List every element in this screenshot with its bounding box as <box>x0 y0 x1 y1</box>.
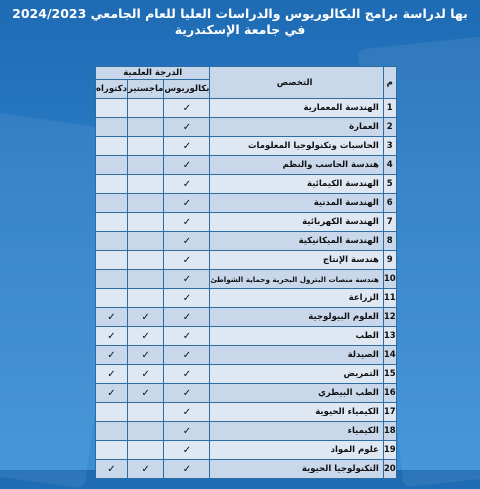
master-cell <box>127 99 163 118</box>
doctorate-cell <box>96 422 128 441</box>
specialization-name: علوم المواد <box>210 441 383 460</box>
check-icon: ✓ <box>141 387 150 399</box>
check-icon: ✓ <box>182 292 192 304</box>
master-cell <box>127 441 163 460</box>
row-number: 18 <box>383 422 396 441</box>
master-cell <box>127 384 163 403</box>
doctorate-cell <box>96 289 128 308</box>
check-icon: ✓ <box>182 406 192 418</box>
row-number: 14 <box>383 346 396 365</box>
master-cell <box>127 270 163 289</box>
check-icon: ✓ <box>141 330 150 342</box>
bachelor-cell <box>164 156 210 175</box>
bachelor-cell <box>164 422 210 441</box>
check-icon: ✓ <box>182 216 192 228</box>
bachelor-cell <box>164 460 210 479</box>
bachelor-cell <box>164 232 210 251</box>
row-number: 13 <box>383 327 396 346</box>
header-degree: الدرجة العلمية <box>96 67 210 80</box>
specialization-name: الهندسة الميكانيكية <box>210 232 383 251</box>
table-row <box>96 194 397 213</box>
master-cell <box>127 460 163 479</box>
doctorate-cell <box>96 403 128 422</box>
row-number: 9 <box>383 251 396 270</box>
table-row <box>96 460 397 479</box>
check-icon: ✓ <box>141 311 150 323</box>
specialization-name: الطب البيطري <box>210 384 383 403</box>
doctorate-cell <box>96 346 128 365</box>
header-number: م <box>383 67 396 99</box>
master-cell <box>127 213 163 232</box>
table-row <box>96 308 397 327</box>
specialization-name: الصيدلة <box>210 346 383 365</box>
check-icon: ✓ <box>182 349 192 361</box>
row-number: 8 <box>383 232 396 251</box>
specialization-name: الحاسبات وتكنولوجيا المعلومات <box>210 137 383 156</box>
master-cell <box>127 232 163 251</box>
title-line-2: في جامعة الإسكندرية <box>174 22 306 37</box>
check-icon: ✓ <box>182 102 192 114</box>
specialization-name: الهندسة المدنية <box>210 194 383 213</box>
doctorate-cell <box>96 308 128 327</box>
specialization-name: العمارة <box>210 118 383 137</box>
bachelor-cell <box>164 213 210 232</box>
title-line-1: بها لدراسة برامج البكالوريوس والدراسات العليا للعام الجامعي 2024/2023 <box>12 6 468 21</box>
master-cell <box>127 118 163 137</box>
doctorate-cell <box>96 137 128 156</box>
check-icon: ✓ <box>182 254 192 266</box>
check-icon: ✓ <box>182 463 192 475</box>
bachelor-cell <box>164 365 210 384</box>
specialization-name: التكنولوجيا الحيوية <box>210 460 383 479</box>
specialization-name: هندسة منصات البترول البحرية وحماية الشواطئ <box>210 270 383 289</box>
master-cell <box>127 175 163 194</box>
row-number: 10 <box>383 270 396 289</box>
row-number: 15 <box>383 365 396 384</box>
doctorate-cell <box>96 251 128 270</box>
check-icon: ✓ <box>182 235 192 247</box>
doctorate-cell <box>96 441 128 460</box>
check-icon: ✓ <box>182 159 192 171</box>
doctorate-cell <box>96 99 128 118</box>
check-icon: ✓ <box>182 330 192 342</box>
check-icon: ✓ <box>182 140 192 152</box>
doctorate-cell <box>96 175 128 194</box>
bachelor-cell <box>164 289 210 308</box>
table-row <box>96 365 397 384</box>
check-icon: ✓ <box>107 349 116 361</box>
header-specialization: التخصص <box>210 67 383 99</box>
table-row <box>96 384 397 403</box>
check-icon: ✓ <box>107 311 116 323</box>
specialization-name: التمريض <box>210 365 383 384</box>
doctorate-cell <box>96 194 128 213</box>
master-cell <box>127 365 163 384</box>
specialization-name: الكيمياء الحيوية <box>210 403 383 422</box>
check-icon: ✓ <box>141 463 150 475</box>
table-row <box>96 403 397 422</box>
page-title <box>0 6 480 38</box>
check-icon: ✓ <box>182 121 192 133</box>
bachelor-cell <box>164 403 210 422</box>
check-icon: ✓ <box>182 387 192 399</box>
doctorate-cell <box>96 213 128 232</box>
table-row <box>96 422 397 441</box>
header-doctorate: دكتوراه <box>96 80 128 99</box>
doctorate-cell <box>96 270 128 289</box>
specialization-name: هندسة الإنتاج <box>210 251 383 270</box>
table-row <box>96 118 397 137</box>
check-icon: ✓ <box>182 425 192 437</box>
master-cell <box>127 422 163 441</box>
bachelor-cell <box>164 175 210 194</box>
table-row <box>96 213 397 232</box>
check-icon: ✓ <box>182 311 192 323</box>
bachelor-cell <box>164 327 210 346</box>
bachelor-cell <box>164 308 210 327</box>
master-cell <box>127 137 163 156</box>
bachelor-cell <box>164 118 210 137</box>
row-number: 20 <box>383 460 396 479</box>
check-icon: ✓ <box>107 330 116 342</box>
table-row <box>96 137 397 156</box>
specialization-name: الهندسة المعمارية <box>210 99 383 118</box>
check-icon: ✓ <box>182 197 192 209</box>
specialization-name: الكيمياء <box>210 422 383 441</box>
table-row <box>96 99 397 118</box>
row-number: 16 <box>383 384 396 403</box>
table-body <box>96 99 397 479</box>
check-icon: ✓ <box>141 349 150 361</box>
check-icon: ✓ <box>182 444 192 456</box>
master-cell <box>127 289 163 308</box>
master-cell <box>127 156 163 175</box>
specialization-name: الطب <box>210 327 383 346</box>
check-icon: ✓ <box>182 178 192 190</box>
doctorate-cell <box>96 327 128 346</box>
table-row <box>96 251 397 270</box>
doctorate-cell <box>96 118 128 137</box>
table-row <box>96 289 397 308</box>
specialization-name: الهندسة الكيمائية <box>210 175 383 194</box>
bachelor-cell <box>164 99 210 118</box>
row-number: 12 <box>383 308 396 327</box>
row-number: 19 <box>383 441 396 460</box>
table-row <box>96 346 397 365</box>
specialization-name: الهندسة الكهربائية <box>210 213 383 232</box>
bachelor-cell <box>164 441 210 460</box>
table-row <box>96 327 397 346</box>
row-number: 7 <box>383 213 396 232</box>
check-icon: ✓ <box>107 387 116 399</box>
row-number: 11 <box>383 289 396 308</box>
row-number: 1 <box>383 99 396 118</box>
table-row <box>96 232 397 251</box>
row-number: 2 <box>383 118 396 137</box>
row-number: 4 <box>383 156 396 175</box>
doctorate-cell <box>96 384 128 403</box>
check-icon: ✓ <box>182 368 192 380</box>
master-cell <box>127 346 163 365</box>
master-cell <box>127 308 163 327</box>
table-row <box>96 270 397 289</box>
specialization-name: العلوم البيولوجية <box>210 308 383 327</box>
bachelor-cell <box>164 137 210 156</box>
row-number: 6 <box>383 194 396 213</box>
specialization-name: الزراعة <box>210 289 383 308</box>
table-row <box>96 175 397 194</box>
table-row <box>96 156 397 175</box>
row-number: 5 <box>383 175 396 194</box>
master-cell <box>127 194 163 213</box>
bachelor-cell <box>164 194 210 213</box>
check-icon: ✓ <box>182 273 192 285</box>
check-icon: ✓ <box>107 463 116 475</box>
bachelor-cell <box>164 251 210 270</box>
header-bachelor: بكالوريوس <box>164 80 210 99</box>
master-cell <box>127 251 163 270</box>
doctorate-cell <box>96 156 128 175</box>
doctorate-cell <box>96 365 128 384</box>
doctorate-cell <box>96 232 128 251</box>
doctorate-cell <box>96 460 128 479</box>
check-icon: ✓ <box>141 368 150 380</box>
row-number: 17 <box>383 403 396 422</box>
master-cell <box>127 327 163 346</box>
specialization-name: هندسة الحاسب والنظم <box>210 156 383 175</box>
check-icon: ✓ <box>107 368 116 380</box>
row-number: 3 <box>383 137 396 156</box>
header-master: ماجستير <box>127 80 163 99</box>
bachelor-cell <box>164 270 210 289</box>
bachelor-cell <box>164 346 210 365</box>
specializations-table <box>95 66 397 479</box>
bachelor-cell <box>164 384 210 403</box>
table-row <box>96 441 397 460</box>
master-cell <box>127 403 163 422</box>
